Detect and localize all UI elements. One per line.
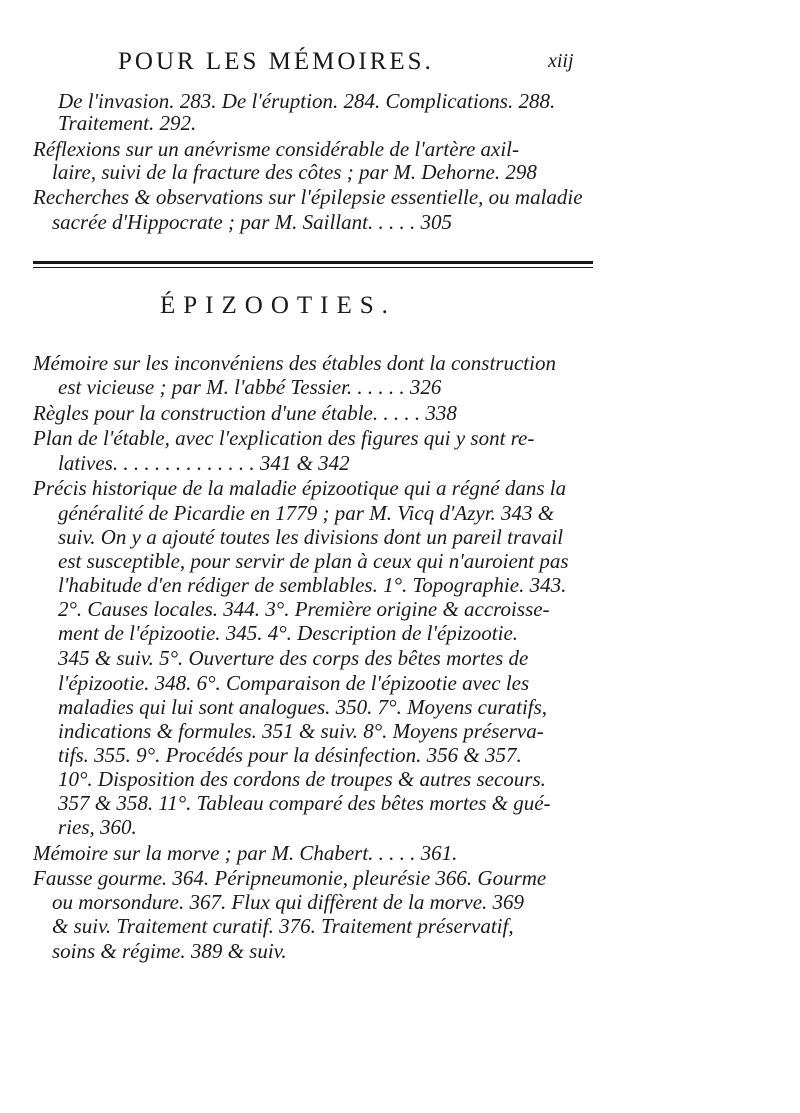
toc-line: Réflexions sur un anévrisme considérable de l'artère axil-: [33, 137, 520, 161]
toc-line: 357 & 358. 11°. Tableau comparé des bêtes mortes & gué-: [58, 791, 551, 815]
toc-line: Mémoire sur la morve ; par M. Chabert. . . . . 361.: [33, 841, 458, 865]
toc-line: est vicieuse ; par M. l'abbé Tessier. . . . . . 326: [58, 375, 442, 399]
toc-line: l'habitude d'en rédiger de semblables. 1°. Topographie. 343.: [58, 573, 567, 597]
toc-line: & suiv. Traitement curatif. 376. Traitement préservatif,: [52, 914, 514, 938]
toc-line: l'épizootie. 348. 6°. Comparaison de l'épizootie avec les: [58, 671, 530, 695]
toc-line: laire, suivi de la fracture des côtes ; par M. Dehorne. 298: [52, 160, 537, 184]
toc-line: Mémoire sur les inconvéniens des étables dont la construction: [33, 351, 556, 375]
toc-line: 2°. Causes locales. 344. 3°. Première origine & accroisse-: [58, 597, 550, 621]
toc-line: De l'invasion. 283. De l'éruption. 284. Complications. 288.: [58, 89, 556, 113]
toc-line: Règles pour la construction d'une étable. . . . . 338: [33, 401, 457, 425]
toc-line: indications & formules. 351 & suiv. 8°. Moyens préserva-: [58, 719, 544, 743]
toc-line: suiv. On y a ajouté toutes les divisions dont un pareil travail: [58, 525, 564, 549]
toc-line: 345 & suiv. 5°. Ouverture des corps des bêtes mortes de: [58, 646, 529, 670]
toc-line: Fausse gourme. 364. Péripneumonie, pleurésie 366. Gourme: [33, 866, 547, 890]
toc-line: sacrée d'Hippocrate ; par M. Saillant. . . . . 305: [52, 210, 452, 234]
toc-line: Recherches & observations sur l'épilepsie essentielle, ou maladie: [33, 185, 583, 209]
toc-line: tifs. 355. 9°. Procédés pour la désinfection. 356 & 357.: [58, 743, 522, 767]
toc-line: est susceptible, pour servir de plan à ceux qui n'auroient pas: [58, 549, 569, 573]
section-title: ÉPIZOOTIES.: [160, 292, 396, 319]
toc-line: latives. . . . . . . . . . . . . . 341 & 342: [58, 451, 350, 475]
toc-line: ou morsondure. 367. Flux qui diffèrent de la morve. 369: [52, 890, 525, 914]
toc-line: maladies qui lui sont analogues. 350. 7°. Moyens curatifs,: [58, 695, 548, 719]
running-title: POUR LES MÉMOIRES.: [118, 48, 434, 75]
toc-line: Traitement. 292.: [58, 111, 197, 135]
section-divider: [33, 261, 593, 264]
toc-line: soins & régime. 389 & suiv.: [52, 939, 287, 963]
toc-line: Plan de l'étable, avec l'explication des figures qui y sont re-: [33, 426, 535, 450]
toc-line: ment de l'épizootie. 345. 4°. Description de l'épizootie.: [58, 621, 519, 645]
toc-line: ries, 360.: [58, 815, 137, 839]
toc-line: généralité de Picardie en 1779 ; par M. Vicq d'Azyr. 343 &: [58, 501, 555, 525]
toc-line: 10°. Disposition des cordons de troupes & autres secours.: [58, 767, 546, 791]
running-head: [0, 48, 800, 88]
page-number: xiij: [548, 50, 574, 72]
section-divider-thin: [33, 267, 593, 268]
toc-line: Précis historique de la maladie épizootique qui a régné dans la: [33, 476, 567, 500]
